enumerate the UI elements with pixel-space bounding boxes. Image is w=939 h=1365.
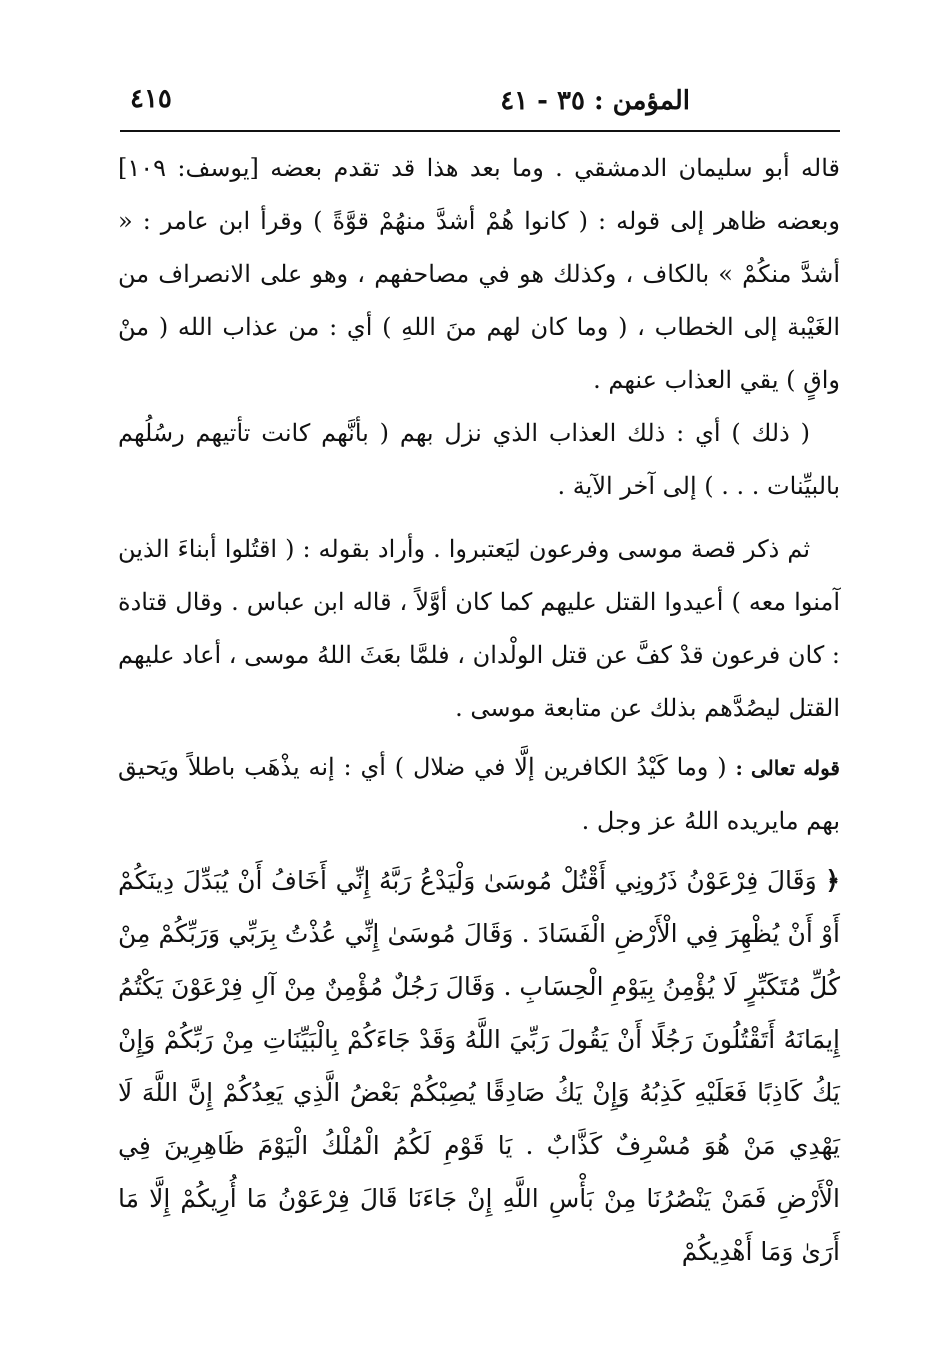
- ornate-bracket: ﴿: [825, 866, 840, 895]
- text-line: بالكاف ، وكذلك هو في مصاحفهم ، وهو على الانصراف من الغَيْبة إلى الخطاب ،: [118, 260, 841, 341]
- text-line: ( وما كَيْدُ الكافرين إلَّا في ضلال ) أي : إنه يذْهَب باطلاً: [187, 753, 727, 781]
- verse-line: بَعْضُ الَّذِي يَعِدُكُمْ إِنَّ اللَّهَ لَا يَهْدِي مَنْ هُوَ مُسْرِفٌ كَذَّابٌ .: [118, 1078, 841, 1160]
- header-rule: [120, 130, 840, 132]
- text-line: ليصُدَّهم بذلك عن متابعة موسى .: [455, 694, 781, 722]
- verse-line: وَقَالَ فِرْعَوْنُ ذَرُونِي أَقْتُلْ مُوسَىٰ وَلْيَدْعُ رَبَّهُ إِنِّي أَخَافُ: [271, 866, 817, 895]
- verse-line: أَنْ يُبَدِّلَ دِينَكُمْ أَوْ أَنْ يُظْهِرَ فِي الْأَرْضِ الْفَسَادَ . وَقَالَ مُوسَىٰ: [118, 866, 841, 948]
- page-body: [118, 142, 840, 1278]
- page-number: ٤١٥: [130, 84, 172, 114]
- text-line: ثم ذكر قصة موسى وفرعون ليَعتبروا . وأراد بقوله : ( اقتُلوا أبناءَ الذين: [118, 535, 810, 563]
- verse-line: إِنِّي عُذْتُ بِرَبِّي وَرَبِّكُمْ مِنْ كُلِّ مُتَكَبِّرٍ لَا يُؤْمِنُ بِيَوْمِ: [118, 919, 840, 1001]
- paragraph-2: [118, 407, 840, 513]
- verse-line: بَأْسِ اللَّهِ إِنْ جَاءَنَا قَالَ فِرْعَوْنُ مَا أُرِيكُمْ إِلَّا مَا أَرَىٰ وَمَا أَهْدِيكُمْ: [118, 1184, 840, 1266]
- text-line: بالبيِّنات . . . ) إلى آخر الآية .: [557, 472, 840, 500]
- verse-line: يَا قَوْمِ لَكُمُ الْمُلْكُ الْيَوْمَ ظَاهِرِينَ فِي الْأَرْضِ فَمَنْ يَنْصُرُنَا مِنْ: [118, 1131, 840, 1213]
- verse-line: الْحِسَابِ . وَقَالَ رَجُلٌ مُؤْمِنٌ مِنْ آلِ فِرْعَوْنَ يَكْتُمُ إِيمَانَهُ: [118, 972, 840, 1054]
- paragraph-4: [118, 741, 840, 848]
- text-line: آمنوا معه ) أعيدوا القتل عليهم كما كان أوَّلاً ، قاله ابن عباس . وقال قتادة :: [118, 588, 840, 669]
- commentary-lead: قوله تعالى :: [735, 756, 840, 780]
- verse-line: رَبِّكُمْ وَإِنْ يَكُ كَاذِبًا فَعَلَيْهِ كَذِبُهُ وَإِنْ يَكُ صَادِقًا يُصِبْكُمْ: [118, 1025, 840, 1107]
- quran-passage: [118, 854, 840, 1278]
- paragraph-1: [118, 142, 840, 407]
- text-line: ( وما كان لهم منَ اللهِ ) أي : من عذاب الله ( منْ واقٍ ) يقي العذاب عنهم .: [118, 313, 840, 394]
- running-title: المؤمن : ٣٥ - ٤١: [500, 86, 690, 116]
- page-header: [120, 78, 840, 128]
- text-line: إلى قوله : ( كانوا هُمْ أشدَّ منهُمْ قوَّةً ) وقرأ ابن عامر : « أشدَّ منكُمْ »: [118, 207, 840, 288]
- paragraph-3: [118, 523, 840, 735]
- text-line: كان فرعون قدْ كفَّ عن قتل الولْدان ، فلمَّا بعَثَ اللهُ موسى ، أعاد عليهم القتل: [118, 641, 840, 722]
- text-line: ويَحيق بهم مايريده اللهُ عز وجل .: [118, 753, 840, 835]
- text-line: ( ذلك ) أي : ذلك العذاب الذي نزل بهم ( بأنَّهم كانت تأتيهم رسُلُهم: [118, 419, 810, 447]
- verse-line: أَتَقْتُلُونَ رَجُلًا أَنْ يَقُولَ رَبِّيَ اللَّهُ وَقَدْ جَاءَكُمْ بِالْبَيِّنَاتِ مِنْ: [221, 1025, 776, 1054]
- text-line: قاله أبو سليمان الدمشقي . وما بعد هذا قد تقدم بعضه [يوسف: ١٠٩] وبعضه ظاهر: [118, 154, 841, 235]
